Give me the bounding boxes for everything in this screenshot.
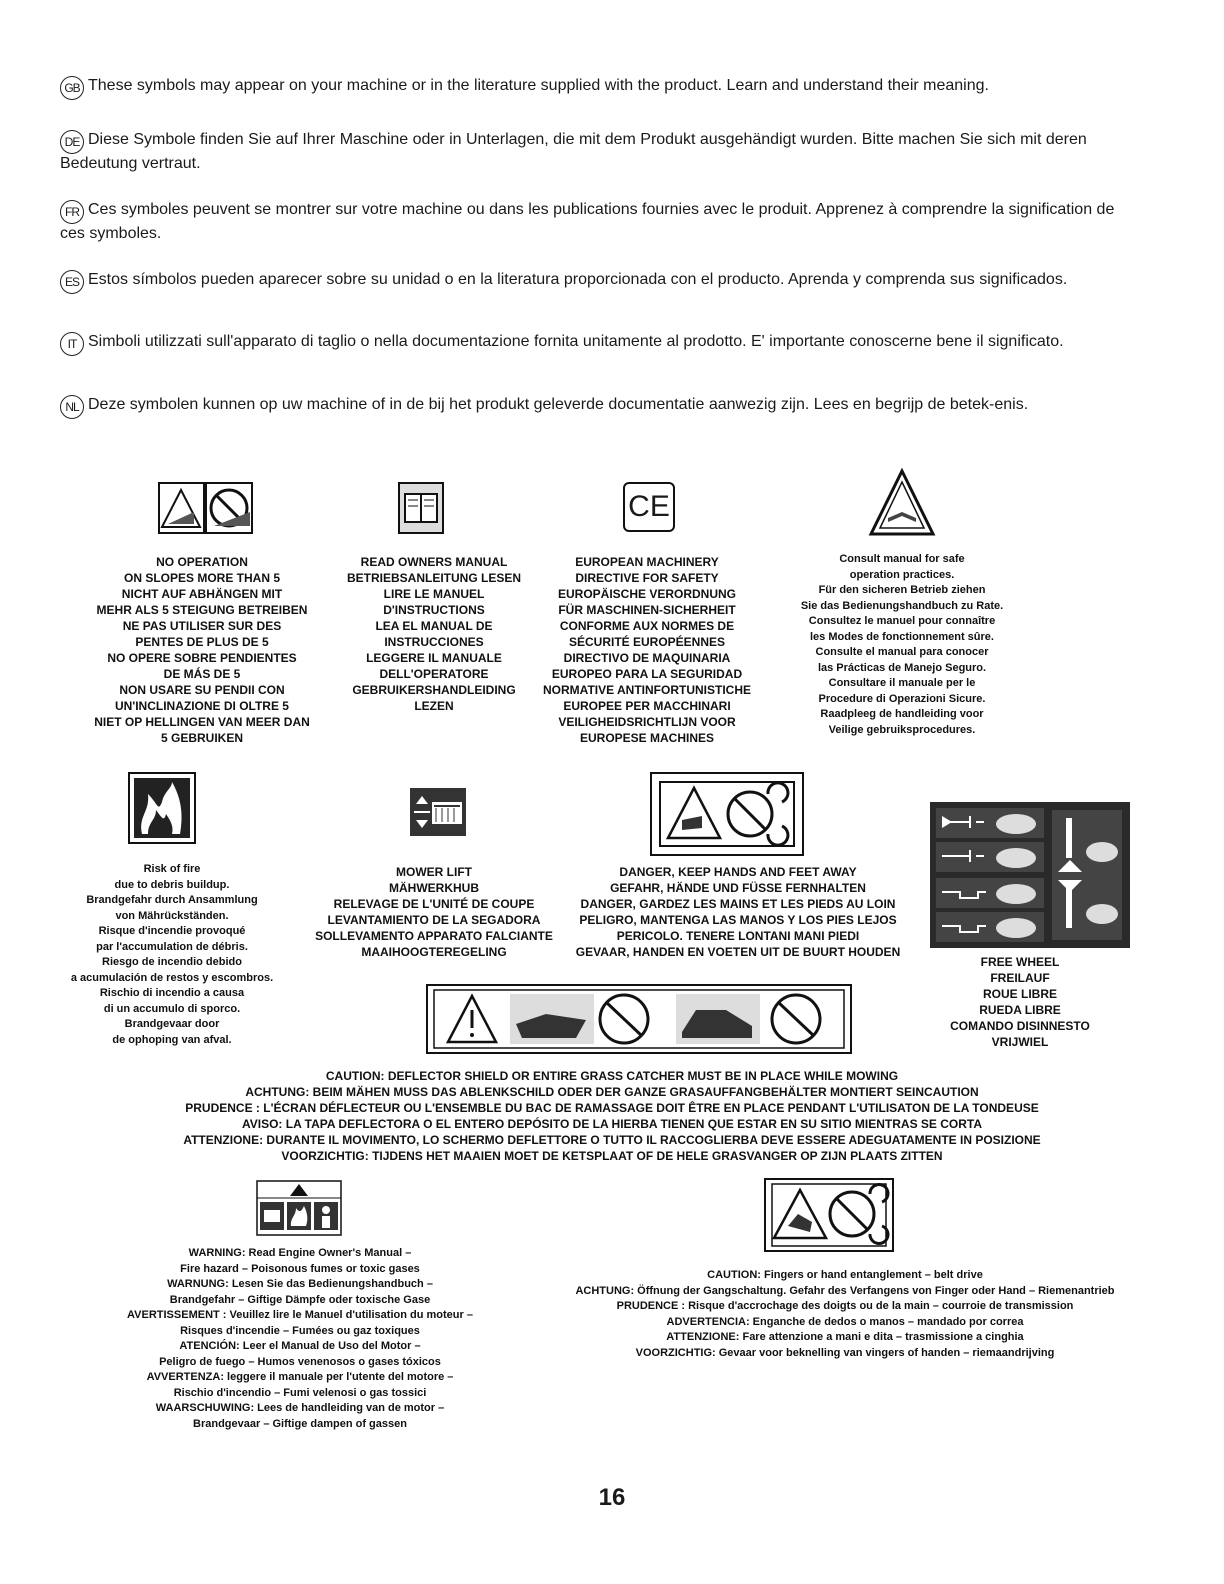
caption-line: BETRIEBSANLEITUNG LESEN — [346, 571, 521, 585]
engine-caption — [60, 1246, 540, 1432]
caption-line: DIRECTIVO DE MAQUINARIA — [563, 651, 731, 665]
caption-line: LEVANTAMIENTO DE LA SEGADORA — [327, 913, 541, 927]
caption-line: Consultare il manuale per le — [828, 677, 976, 689]
intro-text: Simboli utilizzati sull'apparato di taglio o nella documentazione fornita unitamente al prodotto. E' importante conoscerne bene il significato. — [88, 333, 1064, 350]
caption-line: WAARSCHUWING: Lees de handleiding van de motor – — [155, 1402, 445, 1414]
intro-text: Ces symboles peuvent se montrer sur votre machine ou dans les publications fournies avec le produit. Apprenez à comprendre la signification de ces symboles. — [60, 201, 1115, 242]
intro-it — [60, 332, 1140, 356]
ce-caption — [530, 554, 764, 746]
caption-line: SÉCURITÉ EUROPÉENNES — [568, 635, 726, 649]
caption-line: LIRE LE MANUEL — [383, 587, 485, 601]
intro-fr — [60, 200, 1140, 244]
caption-line: DIRECTIVE FOR SAFETY — [575, 571, 719, 585]
caption-line: MOWER LIFT — [396, 865, 472, 879]
caption-line: von Mährückständen. — [115, 909, 229, 922]
caption-line: UN'INCLINAZIONE DI OLTRE 5 — [115, 699, 289, 713]
lang-badge-de: DE — [60, 130, 84, 154]
mower-lift-icon — [410, 788, 466, 836]
intro-nl — [60, 395, 1140, 419]
caption-line: CAUTION: Fingers or hand entanglement – belt drive — [707, 1269, 983, 1281]
caption-line: DELL'OPERATORE — [379, 667, 489, 681]
caption-line: VOORZICHTIG: Gevaar voor beknelling van vingers of handen – riemaandrijving — [635, 1346, 1055, 1359]
caption-line: EUROPEE PER MACCHINARI — [563, 699, 731, 713]
caption-line: DANGER, KEEP HANDS AND FEET AWAY — [619, 865, 857, 879]
caption-line: SOLLEVAMENTO APPARATO FALCIANTE — [315, 929, 553, 943]
caption-line: WARNING: Read Engine Owner's Manual – — [188, 1247, 412, 1259]
caption-line: FÜR MASCHINEN-SICHERHEIT — [558, 603, 736, 617]
caption-line: Für den sicheren Betrieb ziehen — [818, 584, 986, 596]
caption-line: Rischio d'incendio – Fumi velenosi o gas tossici — [173, 1386, 427, 1399]
caption-line: Brandgefahr – Giftige Dämpfe oder toxische Gase — [169, 1293, 431, 1306]
manual-caption — [320, 554, 548, 714]
caption-line: Sie das Bedienungshandbuch zu Rate. — [800, 599, 1004, 612]
fire-icon — [128, 772, 196, 844]
caption-line: les Modes de fonctionnement sûre. — [810, 630, 994, 643]
lang-badge-nl: NL — [60, 395, 84, 419]
caption-line: PERICOLO. TENERE LONTANI MANI PIEDI — [616, 929, 860, 943]
caption-line: NORMATIVE ANTINFORTUNISTICHE — [543, 683, 751, 697]
page-number: 16 — [598, 1484, 626, 1511]
caption-line: a acumulación de restos y escombros. — [70, 971, 274, 984]
caption-line: ATENCIÓN: Leer el Manual de Uso del Motor – — [179, 1340, 421, 1352]
caption-line: RELEVAGE DE L'UNITÉ DE COUPE — [333, 897, 535, 911]
caption-line: Rischio di incendio a causa — [99, 987, 245, 999]
intro-text: Estos símbolos pueden aparecer sobre su unidad o en la literatura proporcionada con el producto. Aprenda y comprenda sus significados. — [88, 271, 1068, 288]
hands-caption — [560, 864, 916, 960]
caption-line: AVISO: LA TAPA DEFLECTORA O EL ENTERO DEPÓSITO DE LA HIERBA TIENEN QUE ESTAR EN SU SITIO MIENTRAS SE CORTA — [241, 1117, 983, 1131]
caption-line: 5 GEBRUIKEN — [160, 731, 243, 745]
intro-es — [60, 270, 1140, 294]
freewheel-caption — [940, 954, 1100, 1050]
caption-line: NO OPERE SOBRE PENDIENTES — [107, 651, 297, 665]
intro-de — [60, 130, 1140, 174]
caption-line: PENTES DE PLUS DE 5 — [135, 635, 269, 649]
caption-line: NICHT AUF ABHÄNGEN MIT — [121, 587, 283, 601]
caption-line: Fire hazard – Poisonous fumes or toxic gases — [180, 1262, 420, 1275]
caption-line: VRIJWIEL — [991, 1035, 1049, 1049]
caption-line: Riesgo de incendio debido — [102, 956, 242, 968]
caption-line: Brandgefahr durch Ansammlung — [86, 894, 258, 906]
caption-line: Procedure di Operazioni Sicure. — [818, 692, 986, 705]
caption-line: D'INSTRUCTIONS — [383, 603, 485, 617]
caption-line: NON USARE SU PENDII CON — [119, 683, 285, 697]
caption-line: due to debris buildup. — [114, 878, 230, 891]
caption-line: ACHTUNG: BEIM MÄHEN MUSS DAS ABLENKSCHILD ODER DER GANZE GRASAUFFANGBEHÄLTER MONTIERT SEINCAUTION — [245, 1085, 979, 1099]
book-manual-icon — [398, 482, 444, 534]
hands-feet-danger-icon — [650, 772, 804, 856]
caption-line: MÄHWERKHUB — [389, 881, 479, 895]
caption-line: FREILAUF — [990, 971, 1050, 985]
caption-line: Consulte el manual para conocer — [815, 646, 989, 658]
belt-caption — [530, 1268, 1160, 1361]
lang-badge-fr: FR — [60, 200, 84, 224]
caption-line: DANGER, GARDEZ LES MAINS ET LES PIEDS AU LOIN — [580, 897, 896, 911]
caption-line: CAUTION: DEFLECTOR SHIELD OR ENTIRE GRASS CATCHER MUST BE IN PLACE WHILE MOWING — [325, 1069, 899, 1083]
intro-text: Diese Symbole finden Sie auf Ihrer Maschine oder in Unterlagen, die mit dem Produkt ausgehändigt wurden. Bitte machen Sie sich mit deren Bedeutung vertraut. — [60, 131, 1087, 172]
consult-caption — [772, 552, 1032, 738]
caption-line: ROUE LIBRE — [982, 987, 1057, 1001]
caption-line: GEBRUIKERSHANDLEIDING — [352, 683, 516, 697]
caption-line: AVERTISSEMENT : Veuillez lire le Manuel d'utilisation du moteur – — [127, 1309, 473, 1321]
caption-line: EUROPEAN MACHINERY — [575, 555, 719, 569]
caption-line: NIET OP HELLINGEN VAN MEER DAN — [94, 715, 310, 729]
caption-line: Veilige gebruiksprocedures. — [828, 723, 976, 736]
caption-line: Raadpleeg de handleiding voor — [820, 708, 984, 720]
slope-warning-icon — [158, 482, 258, 536]
caption-line: ATTENZIONE: DURANTE IL MOVIMENTO, LO SCHERMO DEFLETTORE O TUTTO IL RACCOGLIERBA DEVE ESSERE ADEGUATAMENTE IN POSIZIONE — [183, 1133, 1041, 1147]
lang-badge-it: IT — [60, 332, 84, 356]
caption-line: EUROPESE MACHINES — [579, 731, 715, 745]
caption-line: Risques d'incendie – Fumées ou gaz toxiques — [180, 1324, 420, 1337]
caption-line: WARNUNG: Lesen Sie das Bedienungshandbuch – — [167, 1278, 433, 1290]
caption-line: MEHR ALS 5 STEIGUNG BETREIBEN — [96, 603, 308, 617]
caption-line: COMANDO DISINNESTO — [950, 1019, 1090, 1033]
ce-mark-icon: CE — [623, 482, 675, 532]
caption-line: EUROPÄISCHE VERORDNUNG — [557, 587, 737, 601]
caption-line: NE PAS UTILISER SUR DES — [122, 619, 282, 633]
engine-warning-icon — [256, 1180, 342, 1236]
lang-badge-gb: GB — [60, 76, 84, 100]
caption-line: INSTRUCCIONES — [384, 635, 484, 649]
caption-line: DE MÁS DE 5 — [163, 667, 241, 681]
intro-text: These symbols may appear on your machine or in the literature supplied with the product. Learn and understand their meaning. — [88, 77, 989, 94]
caption-line: NO OPERATION — [156, 555, 248, 569]
caption-line: ATTENZIONE: Fare attenzione a mani e dita – trasmissione a cinghia — [666, 1331, 1024, 1343]
caption-line: Consultez le manuel pour connaître — [808, 615, 996, 627]
consult-manual-warning-icon — [868, 468, 936, 538]
caption-line: operation practices. — [849, 568, 955, 581]
free-wheel-icon — [930, 802, 1130, 948]
lang-badge-es: ES — [60, 270, 84, 294]
caption-line: ADVERTENCIA: Enganche de dedos o manos – mandado por correa — [666, 1315, 1024, 1328]
caption-line: de ophoping van afval. — [112, 1033, 232, 1046]
caption-line: FREE WHEEL — [980, 955, 1060, 969]
caption-line: VOORZICHTIG: TIJDENS HET MAAIEN MOET DE KETSPLAAT OF DE HELE GRASVANGER OP ZIJN PLAATS ZITTEN — [281, 1149, 943, 1163]
caption-line: MAAIHOOGTEREGELING — [361, 945, 507, 959]
caption-line: ON SLOPES MORE THAN 5 — [123, 571, 281, 585]
caption-line: GEFAHR, HÄNDE UND FÜSSE FERNHALTEN — [610, 881, 866, 895]
caption-line: RUEDA LIBRE — [979, 1003, 1061, 1017]
caption-line: CONFORME AUX NORMES DE — [559, 619, 735, 633]
caption-line: Risque d'incendie provoqué — [98, 925, 246, 937]
fire-caption — [52, 862, 292, 1048]
caption-line: AVVERTENZA: leggere il manuale per l'utente del motore – — [146, 1371, 454, 1383]
caption-line: READ OWNERS MANUAL — [360, 555, 508, 569]
slopes-caption — [82, 554, 322, 746]
caption-line: Consult manual for safe — [839, 553, 965, 565]
caption-line: di un accumulo di sporco. — [103, 1002, 241, 1015]
caption-line: Brandgevaar door — [124, 1018, 220, 1030]
caption-line: ACHTUNG: Öffnung der Gangschaltung. Gefahr des Verfangens von Finger oder Hand – Riemenantrieb — [575, 1284, 1115, 1297]
caption-line: Peligro de fuego – Humos venenosos o gases tóxicos — [159, 1355, 441, 1368]
caption-line: PRUDENCE : L'ÉCRAN DÉFLECTEUR OU L'ENSEMBLE DU BAC DE RAMASSAGE DOIT ÊTRE EN PLACE PENDANT L'UTILISATON DE LA TONDEUSE — [185, 1101, 1039, 1115]
caption-line: PELIGRO, MANTENGA LAS MANOS Y LOS PIES LEJOS — [579, 913, 897, 927]
caption-line: LEGGERE IL MANUALE — [366, 651, 502, 665]
caption-line: PRUDENCE : Risque d'accrochage des doigts ou de la main – courroie de transmission — [616, 1300, 1074, 1312]
intro-gb — [60, 76, 1140, 100]
intro-text: Deze symbolen kunnen op uw machine of in de bij het produkt geleverde documentatie aanwezig zijn. Lees en begrijp de betek-enis. — [88, 396, 1029, 413]
caption-line: GEVAAR, HANDEN EN VOETEN UIT DE BUURT HOUDEN — [575, 945, 901, 959]
caption-line: Risk of fire — [143, 863, 201, 875]
caption-line: LEZEN — [414, 699, 454, 713]
caption-line: las Prácticas de Manejo Seguro. — [817, 661, 987, 674]
lift-caption — [306, 864, 562, 960]
caption-line: VEILIGHEIDSRICHTLIJN VOOR — [558, 715, 736, 729]
belt-entanglement-icon — [764, 1178, 894, 1252]
caption-line: EUROPEO PARA LA SEGURIDAD — [551, 667, 743, 681]
caption-line: Brandgevaar – Giftige dampen of gassen — [193, 1417, 407, 1430]
caption-line: LEA EL MANUAL DE — [375, 619, 493, 633]
deflector-caption — [0, 1068, 1224, 1164]
caption-line: par l'accumulation de débris. — [96, 940, 248, 953]
deflector-shield-icon — [426, 984, 852, 1054]
